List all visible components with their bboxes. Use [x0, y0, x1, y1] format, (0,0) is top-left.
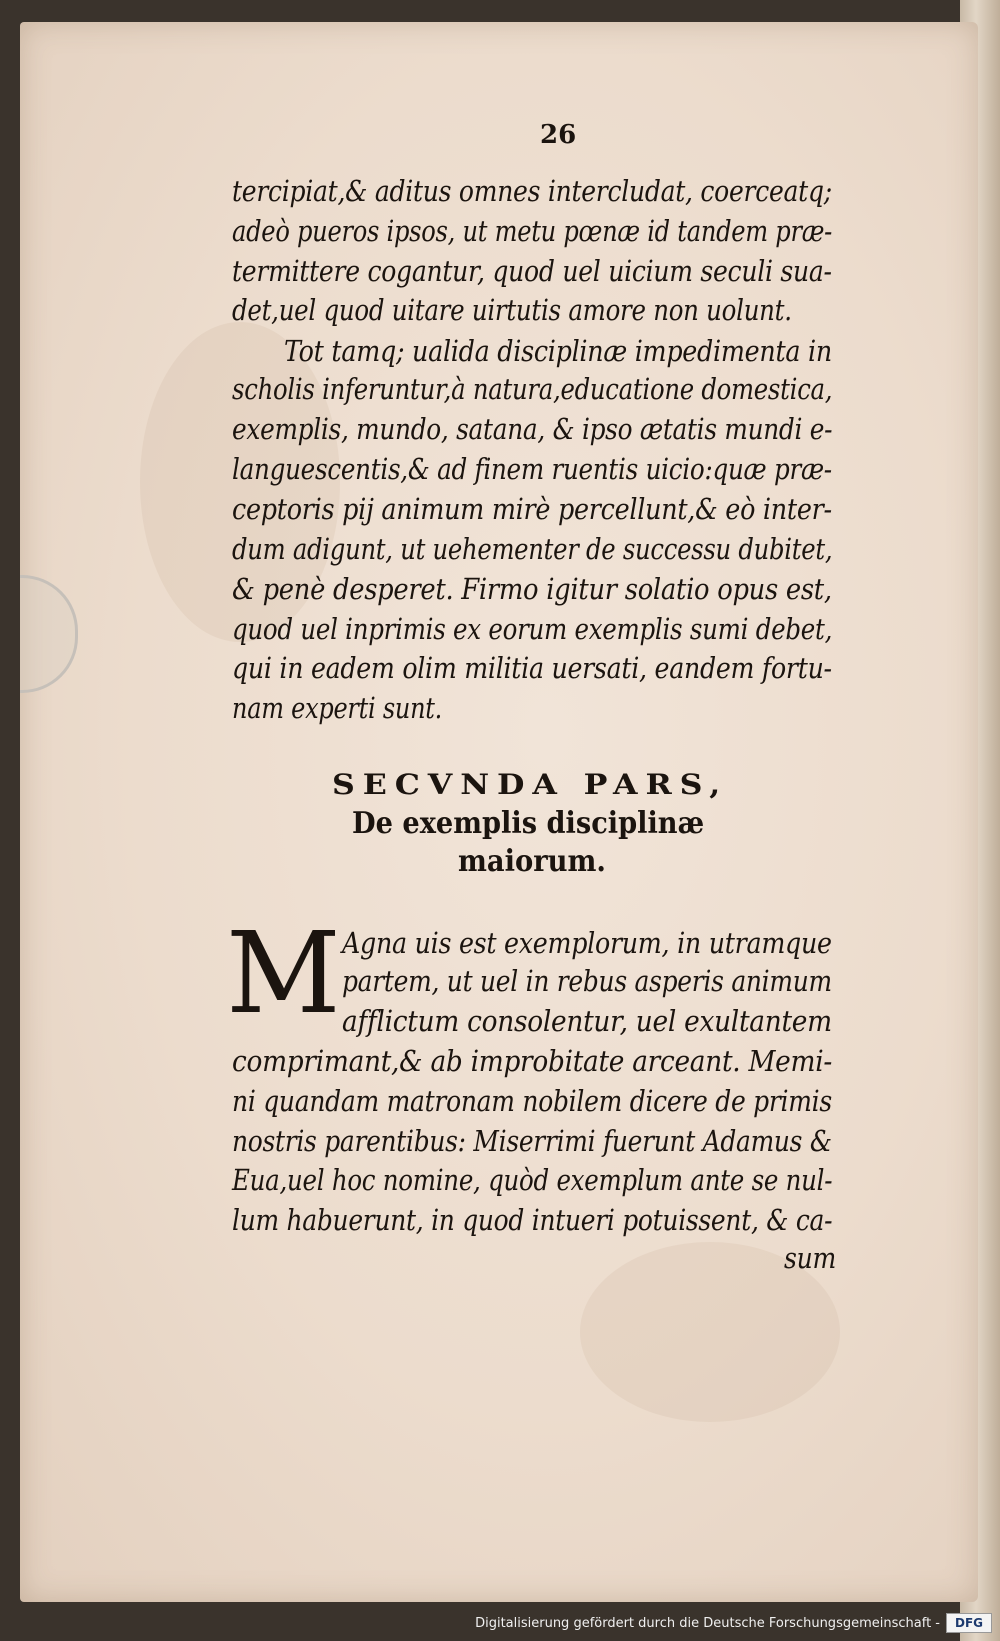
- text-line: & penè desperet. Firmo igitur solatio opus est,: [232, 573, 832, 606]
- section-heading: SECVNDA PARS,: [332, 768, 729, 801]
- text-line: Eua,uel hoc nomine, quòd exemplum ante se nul-: [232, 1164, 833, 1197]
- text-line: exemplis, mundo, satana, & ipso ætatis mundi e-: [232, 413, 833, 446]
- dfg-logo: DFG: [946, 1613, 992, 1633]
- text-line: comprimant,& ab improbitate arceant. Memi-: [232, 1045, 833, 1078]
- text-line: nostris parentibus: Miserrimi fuerunt Adamus &: [232, 1125, 832, 1158]
- text-line: languescentis,& ad finem ruentis uicio:quæ præ-: [232, 453, 832, 486]
- text-line: Tot tamq; ualida disciplinæ impedimenta in: [284, 335, 832, 368]
- text-line: qui in eadem olim militia uersati, eandem fortu-: [232, 652, 832, 685]
- text-line: termittere cogantur, quod uel uicium seculi sua-: [232, 255, 832, 288]
- text-line: Agna uis est exemplorum, in utramque: [342, 927, 832, 960]
- drop-cap: M: [226, 909, 341, 1039]
- text-line: sum: [784, 1242, 837, 1275]
- section-title-cont: maiorum.: [458, 844, 606, 879]
- text-line: partem, ut uel in rebus asperis animum: [342, 965, 832, 998]
- text-line: tercipiat,& aditus omnes intercludat, coerceatq;: [232, 175, 832, 208]
- page-number: 26: [540, 120, 577, 150]
- text-line: ceptoris pij animum mirè percellunt,& eò inter-: [232, 493, 832, 526]
- text-line: scholis inferuntur,à natura,educatione domestica,: [232, 373, 833, 406]
- text-line: adeò pueros ipsos, ut metu pœnæ id tandem præ-: [232, 215, 833, 248]
- text-line: afflictum consolentur, uel exultantem: [342, 1005, 832, 1038]
- text-line: quod uel inprimis ex eorum exemplis sumi debet,: [232, 613, 833, 646]
- text-line: lum habuerunt, in quod intueri potuissent, & ca-: [232, 1204, 833, 1237]
- section-title: De exemplis disciplinæ: [352, 806, 705, 841]
- text-line: ni quandam matronam nobilem dicere de primis: [232, 1085, 832, 1118]
- text-line: det,uel quod uitare uirtutis amore non uolunt.: [232, 294, 792, 327]
- text-line: nam experti sunt.: [232, 692, 443, 725]
- text-line: dum adigunt, ut uehementer de successu dubitet,: [232, 533, 833, 566]
- digitization-credit: Digitalisierung gefördert durch die Deutsche Forschungsgemeinschaft -: [475, 1616, 940, 1631]
